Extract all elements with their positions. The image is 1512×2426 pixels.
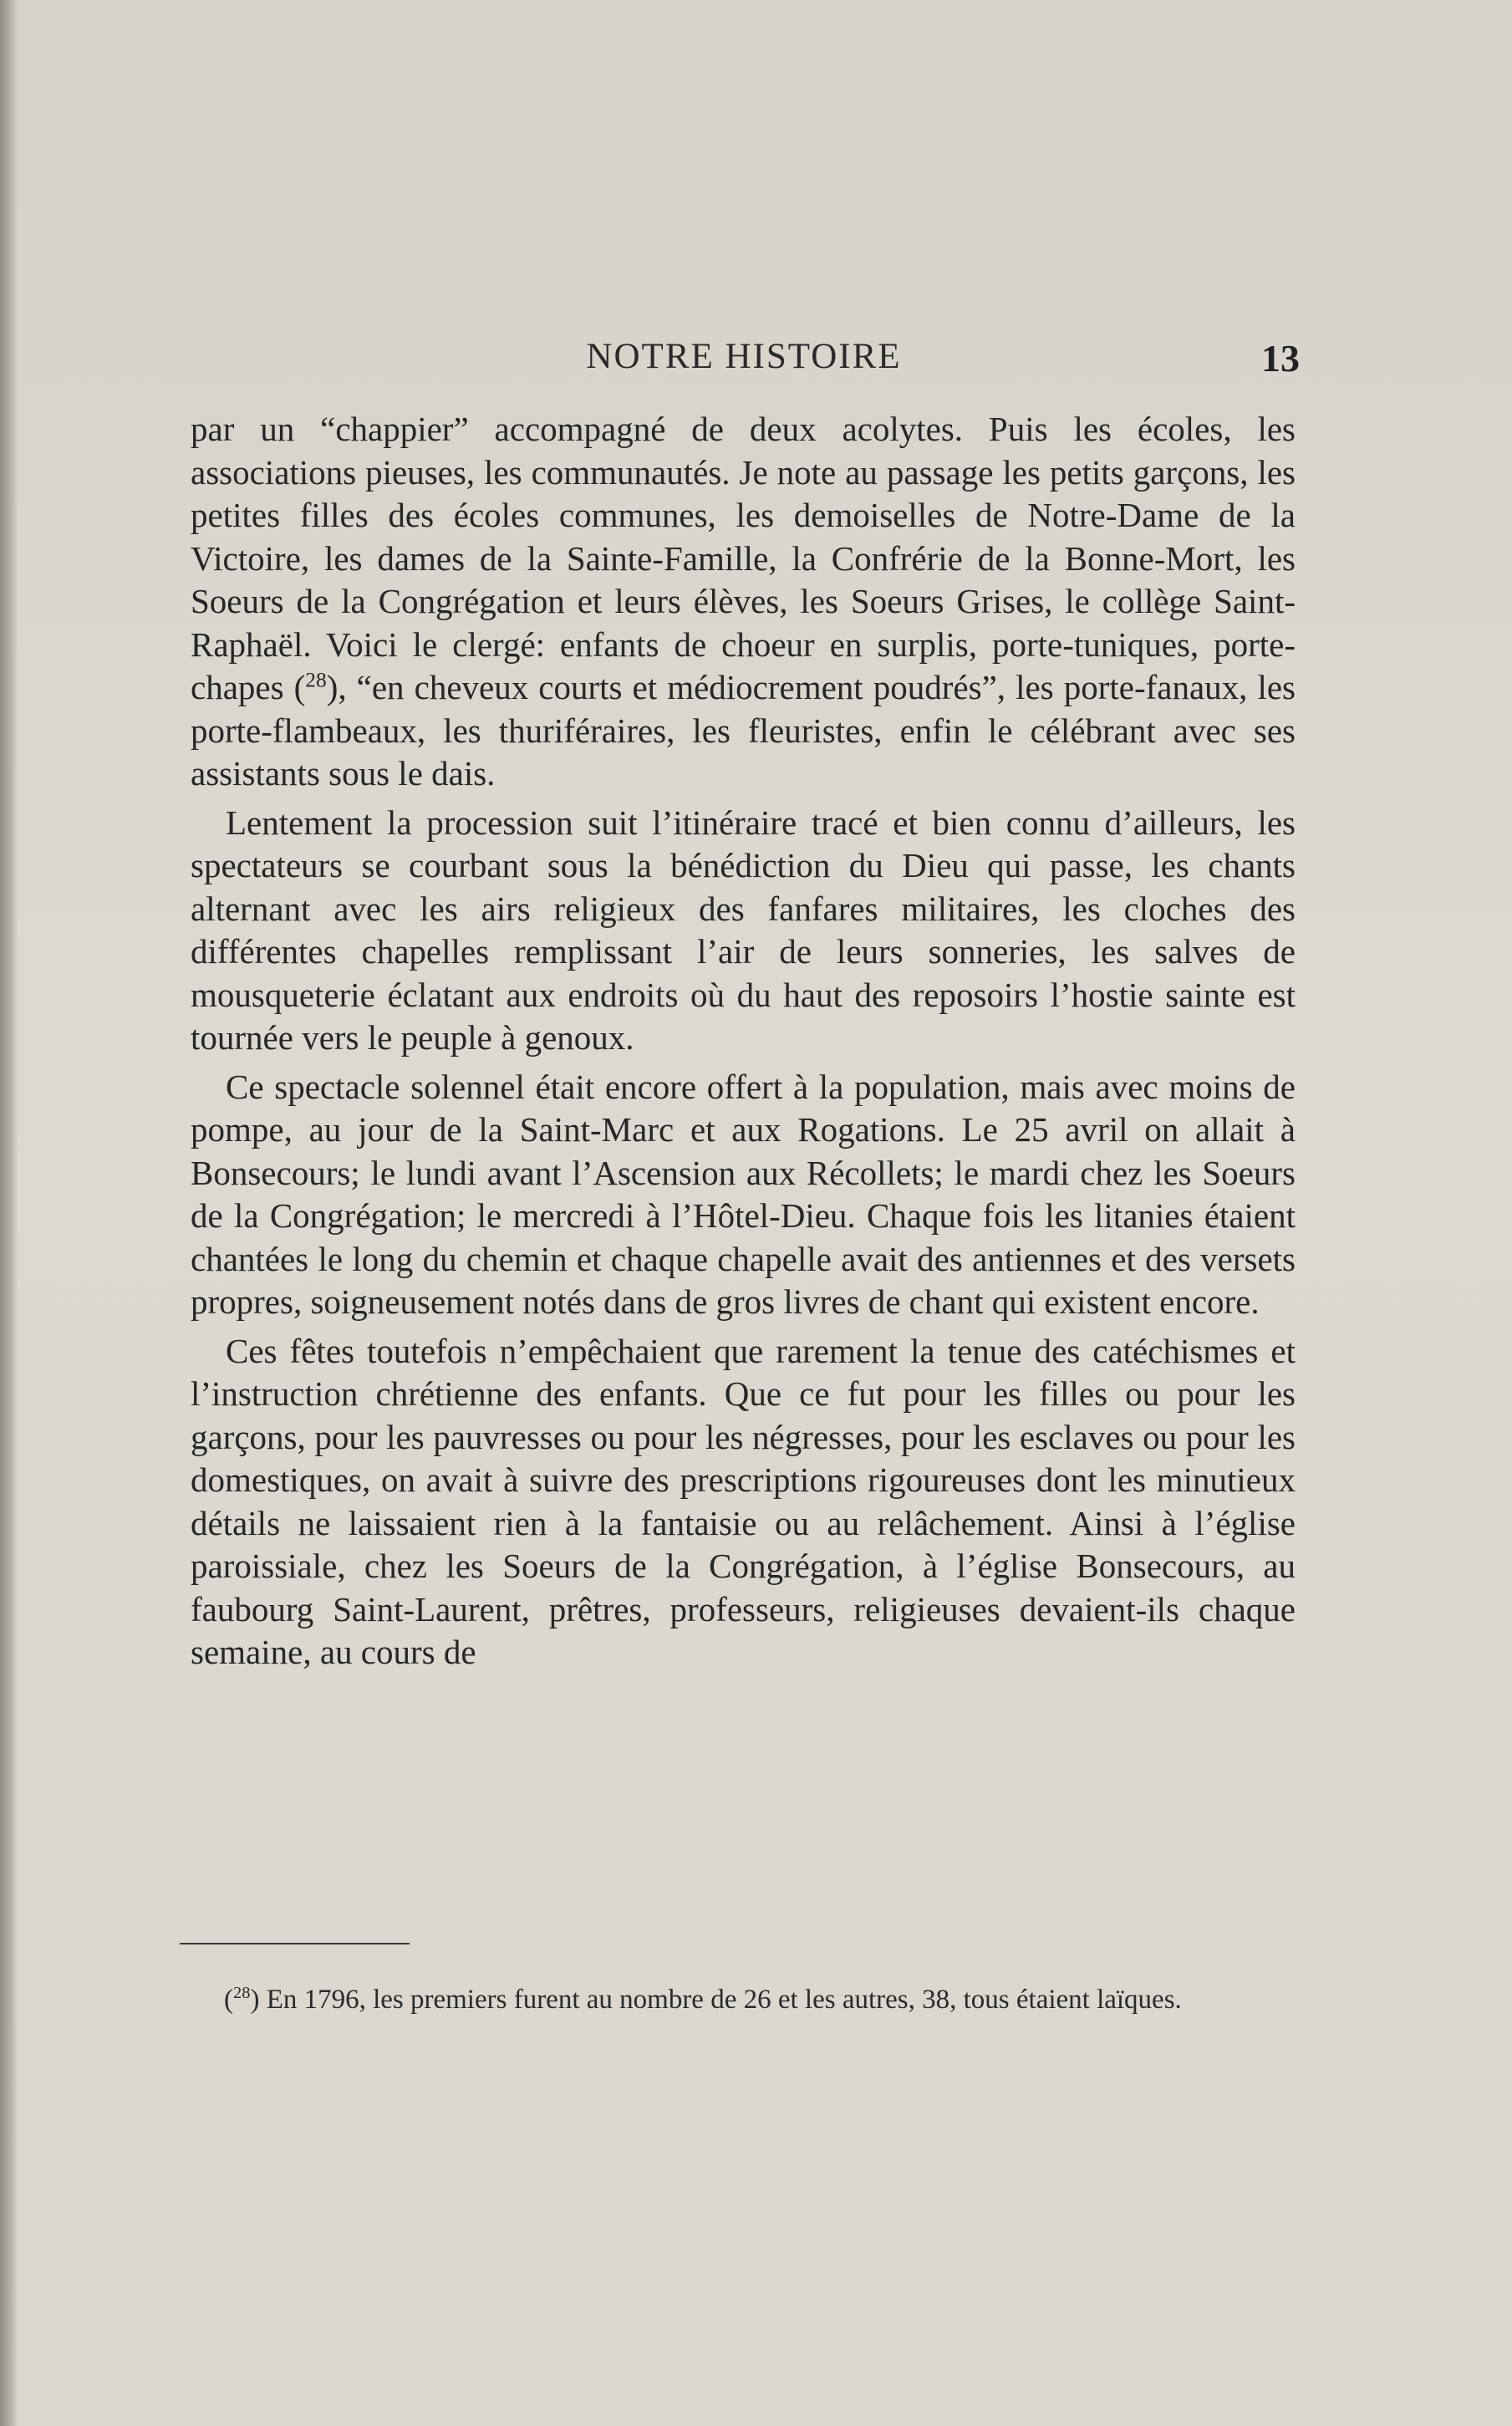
paragraph-2: Lentement la procession suit l’itinéraire tracé et bien connu d’ailleurs, les spectateurs se courbant sous la bénédiction du Dieu qui passe, les chants alternant avec les airs religieux des fanfares militaires, les cloches des différentes chapelles remplissant l’air de leurs sonneries, les salves de mousqueterie éclatant aux endroits où du haut des reposoirs l’hostie sainte est tournée vers le peuple à genoux.	[191, 803, 1296, 1057]
footnote-divider	[180, 1943, 410, 1944]
page-number: 13	[1261, 337, 1300, 380]
footnote-marker: 28	[233, 1984, 251, 2002]
paragraph-1-text-b: ), “en cheveux courts et médiocrement poudrés”, les porte-fanaux, les porte-flambeaux, les thuriféraires, les fleuristes, enfin le célébrant avec ses assistants sous le dais.	[191, 668, 1296, 793]
running-head	[188, 336, 1300, 386]
paragraph-3: Ce spectacle solennel était encore offert à la population, mais avec moins de pompe, au jour de la Saint-Marc et aux Rogations. Le 25 avril on allait à Bonsecours; le lundi avant l’Ascension aux Récollets; le mardi chez les Soeurs de la Congrégation; le mercredi à l’Hôtel-Dieu. Chaque fois les litanies étaient chantées le long du chemin et chaque chapelle avait des antiennes et des versets propres, soigneusement notés dans de gros livres de chant qui existent encore.	[191, 1067, 1296, 1321]
footnote-text: En 1796, les premiers furent au nombre de 26 et les autres, 38, tous étaient laïques.	[266, 1985, 1182, 2015]
paragraph-4: Ces fêtes toutefois n’empêchaient que rarement la tenue des catéchismes et l’instruction chrétienne des enfants. Que ce fut pour les filles ou pour les garçons, pour les pauvresses ou pour les négresses, pour les esclaves ou pour les domestiques, on avait à suivre des prescriptions rigoureuses dont les minutieux détails ne laissaient rien à la fantaisie ou au relâchement. Ainsi à l’église paroissiale, chez les Soeurs de la Congrégation, à l’église Bonsecours, au faubourg Saint-Laurent, prêtres, professeurs, religieuses devaient-ils chaque semaine, au cours de	[191, 1331, 1296, 1671]
paragraph-1-text-a: par un “chappier” accompagné de deux acolytes. Puis les écoles, les associations pieuses, les communautés. Je note au passage les petits garçons, les petites filles des écoles communes, les demoiselles de Notre-Dame de la Victoire, les dames de la Sainte-Famille, la Confrérie de la Bonne-Mort, les Soeurs de la Congrégation et leurs élèves, les Soeurs Grises, le collège Saint-Raphaël. Voici le clergé: enfants de choeur en surplis, porte-tuniques, porte-chapes (	[191, 410, 1296, 706]
footnote: ($^{28}$) En 1796, les premiers furent au nombre de 26 et les autres, 38, tous étaient laïques.	[224, 1984, 1182, 2015]
main-text	[191, 408, 1296, 1680]
running-title: NOTRE HISTOIRE	[586, 337, 902, 376]
footnote-reference: 28	[305, 668, 327, 692]
page-binding-edge	[0, 0, 18, 2426]
paragraph-1	[191, 408, 1296, 796]
